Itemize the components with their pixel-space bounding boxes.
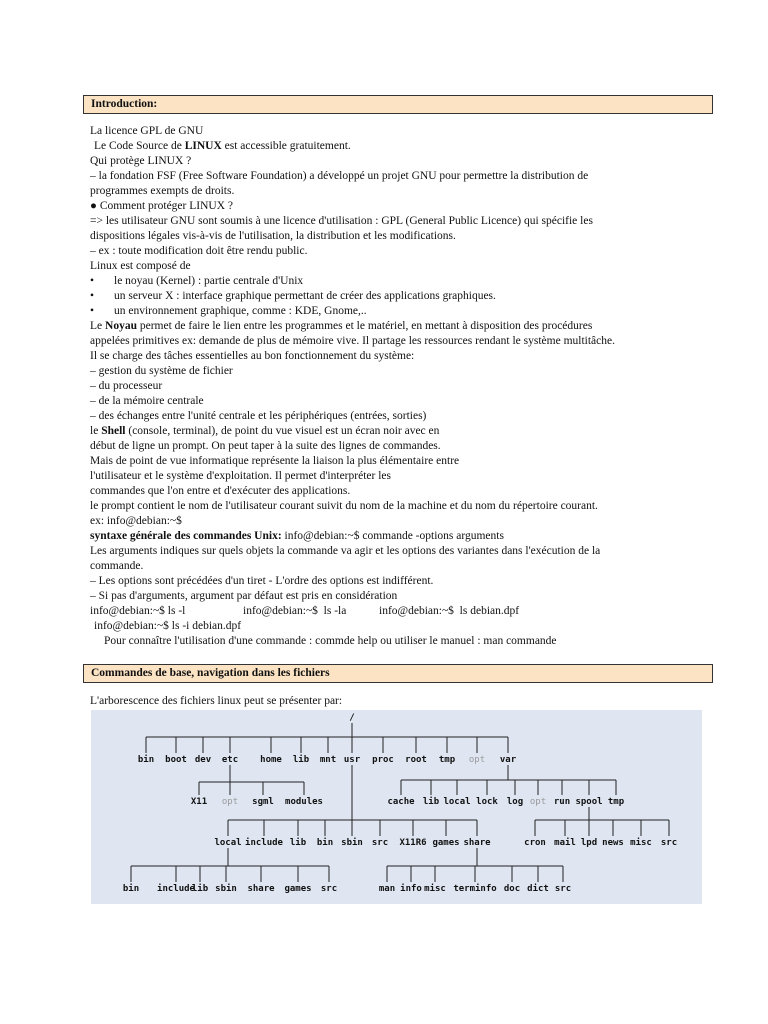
tree-node-tree.usr_children.8: share xyxy=(463,838,491,848)
syntax-bold: syntaxe générale des commandes Unix: xyxy=(90,530,282,542)
text-line: début de ligne un prompt. On peut taper à la suite des lignes de commandes. xyxy=(90,440,441,452)
tree-node-tree.var_children.1: lib xyxy=(422,797,440,807)
tree-node-tree.local_children.0: bin xyxy=(122,884,140,894)
section-title: Commandes de base, navigation dans les fichiers xyxy=(91,667,330,679)
tree-node-tree.var_children.7: spool xyxy=(575,797,603,807)
tree-node-tree.share_children.4: doc xyxy=(503,884,521,894)
section-header-commands xyxy=(83,664,713,683)
command-examples-line xyxy=(90,604,710,619)
tree-node-tree.level1.11: opt xyxy=(468,755,486,765)
tree-node-tree.spool_children.1: mail xyxy=(554,838,576,848)
text-line: – ex : toute modification doit être rendu public. xyxy=(90,245,308,257)
command-example: info@debian:~$ ls debian.dpf xyxy=(379,605,520,617)
command-example: info@debian:~$ ls -i debian.dpf xyxy=(94,620,242,632)
bullet-item: • un serveur X : interface graphique permettant de créer des applications graphiques. xyxy=(90,289,710,304)
tree-node-tree.var_children.5: opt xyxy=(529,797,547,807)
tree-node-tree.usr_children.1: include xyxy=(245,838,283,848)
text-line: Les arguments indiques sur quels objets la commande va agir et les options des variantes dans l'exécution de la xyxy=(90,545,601,557)
text-line: Linux est composé de xyxy=(90,260,191,272)
text-line: ex: info@debian:~$ xyxy=(90,515,182,527)
tree-node-tree.root: / xyxy=(349,713,355,723)
tree-node-tree.etc_children.3: modules xyxy=(285,797,323,807)
tree-node-tree.level1.5: lib xyxy=(292,755,310,765)
shell-bold: Shell xyxy=(101,425,126,437)
tree-node-tree.share_children.6: src xyxy=(554,884,572,894)
tree-node-tree.usr_children.4: sbin xyxy=(341,838,363,848)
tree-node-tree.level1.0: bin xyxy=(137,755,155,765)
tree-node-tree.share_children.5: dict xyxy=(527,884,549,894)
linux-bold: LINUX xyxy=(184,140,222,152)
tree-node-tree.local_children.4: share xyxy=(247,884,275,894)
text-line: – gestion du système de fichier xyxy=(90,365,233,377)
text-line: dispositions légales vis-à-vis de l'utilisation, la distribution et les modifications. xyxy=(90,230,456,242)
text-line: Il se charge des tâches essentielles au bon fonctionnement du système: xyxy=(90,350,415,362)
tree-node-tree.spool_children.3: news xyxy=(602,838,624,848)
tree-node-tree.level1.9: root xyxy=(405,755,427,765)
tree-node-tree.local_children.3: sbin xyxy=(215,884,237,894)
text-line: – de la mémoire centrale xyxy=(90,395,204,407)
tree-node-tree.local_children.2: lib xyxy=(191,884,209,894)
text-line: La licence GPL de GNU xyxy=(90,125,204,137)
text-line: l'utilisateur et le système d'exploitation. Il permet d'interpréter les xyxy=(90,470,391,482)
tree-node-tree.usr_children.5: src xyxy=(371,838,389,848)
tree-node-tree.var_children.2: local xyxy=(443,797,471,807)
tree-node-tree.share_children.1: info xyxy=(400,884,422,894)
text-line: le prompt contient le nom de l'utilisateur courant suivit du nom de la machine et du nom du répertoire courant. xyxy=(90,500,598,512)
tree-node-tree.local_children.5: games xyxy=(284,884,312,894)
tree-node-tree.spool_children.2: lpd xyxy=(580,838,598,848)
command-example: info@debian:~$ ls -la xyxy=(243,605,347,617)
tree-node-tree.var_children.6: run xyxy=(553,797,571,807)
tree-node-tree.level1.4: home xyxy=(260,755,282,765)
text-line: ● Comment protéger LINUX ? xyxy=(90,200,233,212)
tree-node-tree.local_children.6: src xyxy=(320,884,338,894)
tree-node-tree.share_children.2: misc xyxy=(424,884,446,894)
tree-node-tree.share_children.0: man xyxy=(378,884,396,894)
tree-node-tree.level1.1: boot xyxy=(165,755,187,765)
tree-node-tree.local_children.1: include xyxy=(157,884,195,894)
tree-node-tree.usr_children.7: games xyxy=(432,838,460,848)
text-line: Le Code Source de LINUX est accessible gratuitement. xyxy=(94,140,351,152)
text-line: – Les options sont précédées d'un tiret - L'ordre des options est indifférent. xyxy=(90,575,434,587)
tree-node-tree.var_children.4: log xyxy=(506,797,524,807)
tree-node-tree.level1.7: usr xyxy=(343,755,361,765)
tree-node-tree.spool_children.0: cron xyxy=(524,838,546,848)
text-line: syntaxe générale des commandes Unix: info@debian:~$ commande -options arguments xyxy=(90,530,504,542)
command-example: info@debian:~$ ls -l xyxy=(90,605,186,617)
bullet-item: • un environnement graphique, comme : KDE, Gnome,.. xyxy=(90,304,710,319)
tree-node-tree.share_children.3: terminfo xyxy=(453,884,497,894)
text-line: commandes que l'on entre et d'exécuter des applications. xyxy=(90,485,351,497)
introduction-body xyxy=(90,124,710,649)
text-line: – du processeur xyxy=(90,380,163,392)
tree-node-tree.spool_children.4: misc xyxy=(630,838,652,848)
tree-intro-text: L'arborescence des fichiers linux peut se présenter par: xyxy=(90,695,343,707)
tree-node-tree.level1.8: proc xyxy=(372,755,394,765)
tree-node-tree.usr_children.0: local xyxy=(214,838,242,848)
bullet-item: • le noyau (Kernel) : partie centrale d'Unix xyxy=(90,274,710,289)
text-line: Pour connaître l'utilisation d'une commande : commde help ou utiliser le manuel : man commande xyxy=(104,635,557,647)
tree-node-tree.level1.12: var xyxy=(499,755,517,765)
tree-node-tree.usr_children.3: bin xyxy=(316,838,334,848)
tree-node-tree.var_children.0: cache xyxy=(387,797,415,807)
text-line: commande. xyxy=(90,560,144,572)
text-line: Qui protège LINUX ? xyxy=(90,155,192,167)
filesystem-tree-diagram xyxy=(91,710,702,904)
tree-node-tree.level1.2: dev xyxy=(194,755,212,765)
noyau-bold: Noyau xyxy=(105,320,137,332)
tree-node-tree.etc_children.2: sgml xyxy=(252,797,274,807)
text-line: Le Noyau permet de faire le lien entre les programmes et le matériel, en mettant à disposition des procédures xyxy=(90,320,593,332)
section-title: Introduction: xyxy=(91,98,158,110)
text-line: programmes exempts de droits. xyxy=(90,185,235,197)
tree-node-tree.var_children.3: lock xyxy=(476,797,498,807)
text-line: Mais de point de vue informatique représente la liaison la plus élémentaire entre xyxy=(90,455,460,467)
text-line: le Shell (console, terminal), de point du vue visuel est un écran noir avec en xyxy=(90,425,440,437)
section-header-introduction xyxy=(83,95,713,114)
tree-node-tree.etc_children.0: X11 xyxy=(190,797,208,807)
tree-node-tree.usr_children.2: lib xyxy=(289,838,307,848)
tree-node-tree.var_children.8: tmp xyxy=(607,797,625,807)
text-line: – Si pas d'arguments, argument par défaut est pris en considération xyxy=(90,590,398,602)
filesystem-tree xyxy=(91,710,702,904)
text-line: – la fondation FSF (Free Software Foundation) a développé un projet GNU pour permettre la distribution de xyxy=(90,170,589,182)
text-line: – des échanges entre l'unité centrale et les périphériques (entrées, sorties) xyxy=(90,410,427,422)
text-line: appelées primitives ex: demande de plus de mémoire vive. Il partage les ressources rendant le système multitâche. xyxy=(90,335,615,347)
tree-node-tree.level1.6: mnt xyxy=(319,755,337,765)
tree-node-tree.level1.10: tmp xyxy=(438,755,456,765)
tree-node-tree.spool_children.5: src xyxy=(660,838,678,848)
tree-node-tree.level1.3: etc xyxy=(221,755,239,765)
text-line: => les utilisateur GNU sont soumis à une licence d'utilisation : GPL (General Public Licence) qui spécifie les xyxy=(90,215,593,227)
tree-node-tree.usr_children.6: X11R6 xyxy=(399,838,427,848)
tree-node-tree.etc_children.1: opt xyxy=(221,797,239,807)
